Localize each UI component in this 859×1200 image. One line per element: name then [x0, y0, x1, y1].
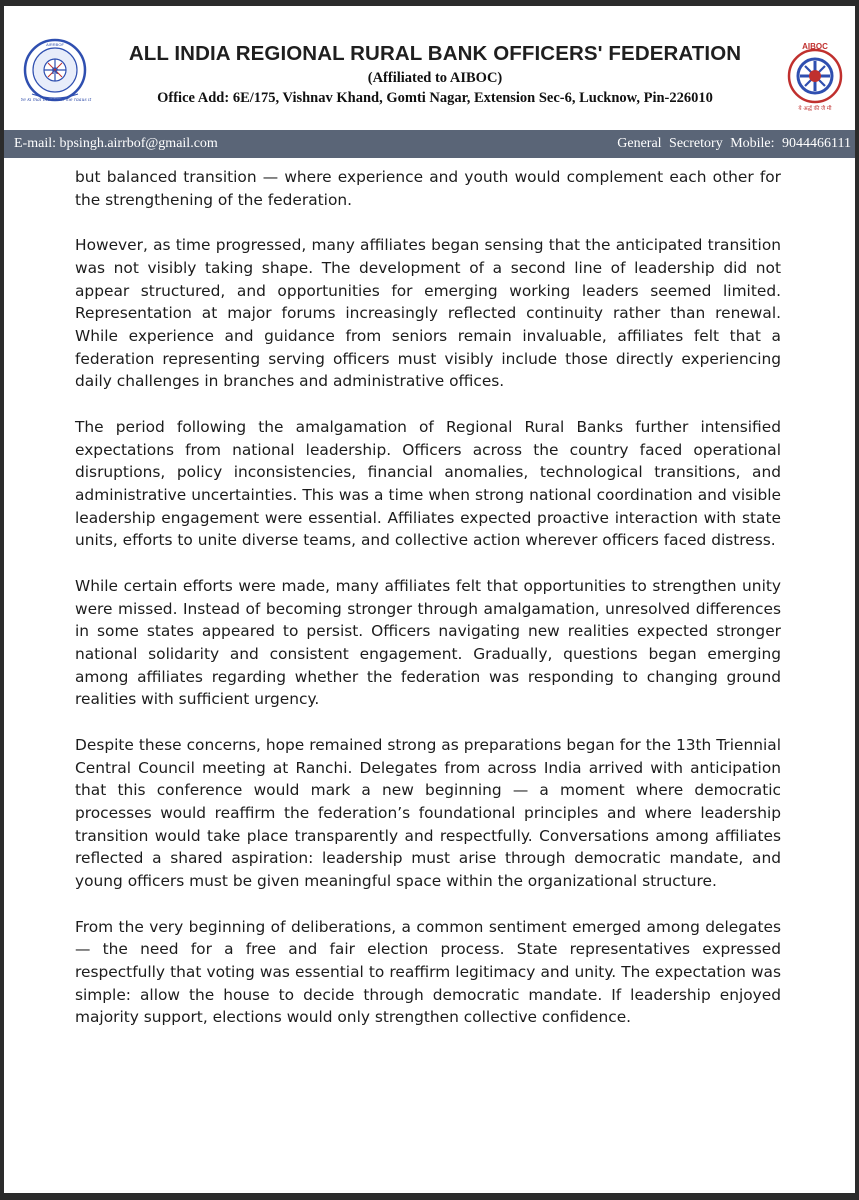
svg-text:AIRRBOF: AIRRBOF	[46, 42, 64, 47]
body-paragraph: While certain efforts were made, many affiliates felt that opportunities to strengthen unity were missed. Instead of becoming stronger through amalgamation, unresolved differences in some states appeared to persist. Officers navigating new realities expected stronger national solidarity and consistent engagement. Gradually, questions began emerging among affiliates regarding whether the federation was responding to changing ground realities with sufficient urgency.	[75, 576, 781, 709]
emblem-tagline: Ye ki mal the bank. me raaus it	[20, 98, 92, 103]
svg-text:ये अर्द्ध की जै मी: ये अर्द्ध की जै मी	[798, 106, 832, 112]
letter-body	[75, 166, 781, 1052]
contact-bar	[4, 130, 855, 158]
body-paragraph: However, as time progressed, many affiliates began sensing that the anticipated transition was not visibly taking shape. The development of a second line of leadership did not appear structured, and opportunities for emerging working leaders seemed limited. Representation at major forums increasingly reflected continuity rather than renewal. While experience and guidance from seniors remain invaluable, affiliates felt that a federation representing serving officers must visibly include those directly experiencing daily challenges in branches and administrative offices.	[75, 236, 781, 391]
contact-email: E-mail: bpsingh.airrbof@gmail.com	[14, 136, 218, 151]
letter-page	[4, 6, 855, 1193]
contact-mobile: General Secretory Mobile: 9044466111	[617, 136, 851, 151]
letterhead	[4, 6, 855, 128]
svg-text:AIBOC: AIBOC	[802, 42, 828, 51]
affiliation-line: (Affiliated to AIBOC)	[367, 70, 503, 86]
aiboc-logo-icon	[780, 42, 850, 112]
svg-text:R: R	[51, 66, 59, 76]
federation-title: ALL INDIA REGIONAL RURAL BANK OFFICERS' FEDERATION	[128, 42, 742, 65]
body-paragraph: but balanced transition — where experience and youth would complement each other for the strengthening of the federation.	[75, 168, 781, 209]
body-paragraph: Despite these concerns, hope remained strong as preparations began for the 13th Triennial Central Council meeting at Ranchi. Delegates from across India arrived with anticipation that this conference would mark a new beginning — a moment where democratic processes would reaffirm the federation’s foundational principles and where leadership transition would take place transparently and respectfully. Conversations among affiliates reflected a shared aspiration: leadership must arise through democratic mandate, and young officers must be given meaningful space within the organizational structure.	[75, 735, 781, 891]
office-address: Office Add: 6E/175, Vishnav Khand, Gomti Nagar, Extension Sec-6, Lucknow, Pin-226010	[157, 90, 713, 106]
body-paragraph: From the very beginning of deliberations, a common sentiment emerged among delegates — the need for a free and fair election process. State representatives expressed respectfully that voting was essential to reaffirm legitimacy and unity. The expectation was simple: allow the house to decide through democratic mandate. If leadership enjoyed majority support, elections would only strengthen collective confidence.	[75, 917, 781, 1027]
body-paragraph: The period following the amalgamation of Regional Rural Banks further intensified expectations from national leadership. Officers across the country faced operational disruptions, policy inconsistencies, financial anomalies, technological transitions, and administrative uncertainties. This was a time when strong national coordination and visible leadership engagement were essential. Affiliates expected proactive interaction with state units, efforts to unite diverse teams, and collective action wherever officers faced distress.	[75, 417, 781, 550]
